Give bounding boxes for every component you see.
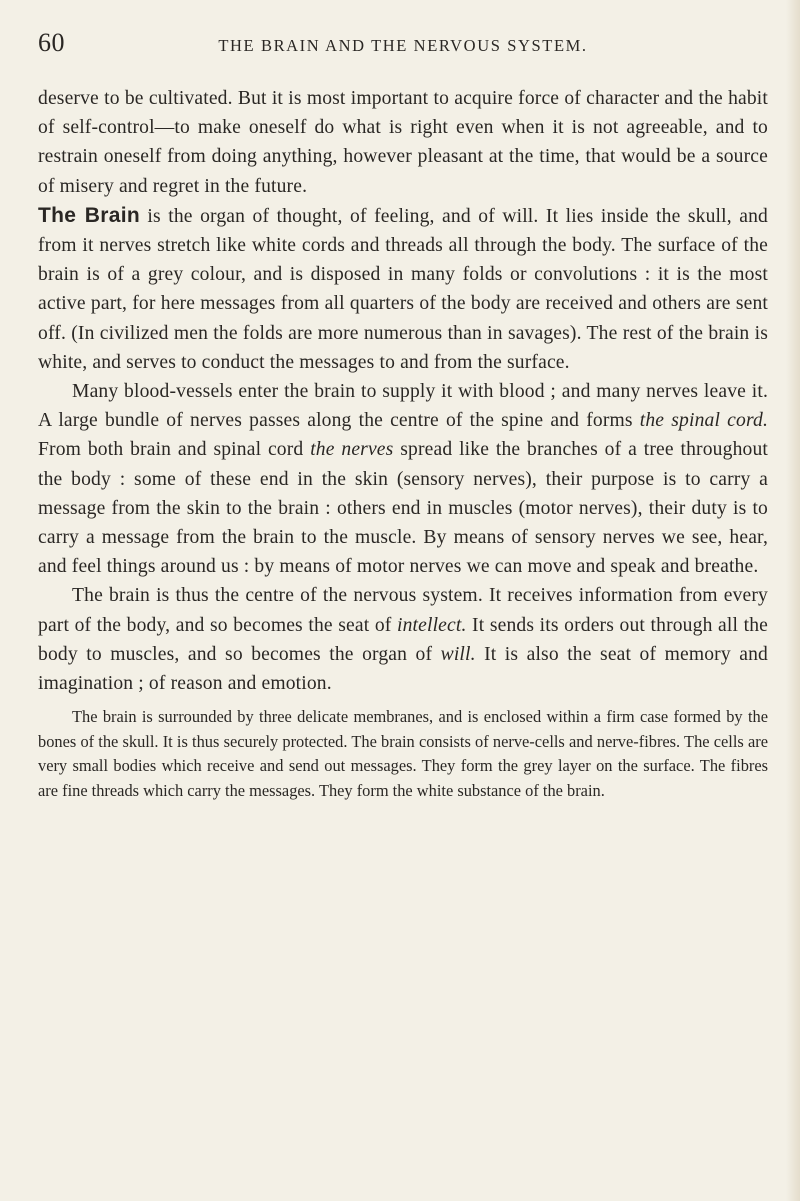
small-print-note (38, 705, 768, 803)
page-number: 60 (38, 28, 65, 57)
main-text (38, 84, 768, 698)
small-paragraph: The brain is surrounded by three delicate membranes, and is enclosed within a firm case formed by the bones of the skull. It is thus securely protected. The brain consists of nerve-cells and nerve-fibres. The cells are very small bodies which receive and send out messages. They form the grey layer on the surface. The fibres are fine threads which carry the messages. They form the white substance of the brain. (38, 707, 768, 801)
term-spinal-cord: the spinal cord. (639, 410, 768, 432)
paragraph-4-text-a: The brain is thus the centre of the nervous system. It receives information from every part of the body, and so becomes the seat of (38, 585, 768, 636)
section-lead-heading: The Brain (38, 203, 140, 227)
term-intellect: intellect. (397, 614, 467, 636)
page-edge-shadow (786, 0, 800, 1201)
paragraph-3-text-c: spread like the branches of a tree throughout the body : some of these end in the skin (sensory nerves), their purpose is to carry a message from the skin to the brain : others end in muscles (motor nerves), their duty is to carry a message from the brain to the muscle. By means of sensory nerves we see, hear, and feel things around us : by means of motor nerves we can move and speak and breathe. (38, 439, 768, 578)
running-head (38, 28, 768, 68)
book-page (38, 28, 768, 804)
running-title: THE BRAIN AND THE NERVOUS SYSTEM. (218, 36, 588, 55)
paragraph-4 (38, 581, 768, 698)
paragraph-3 (38, 377, 768, 581)
paragraph-3-text-b: From both brain and spinal cord (38, 439, 311, 461)
paragraph-2 (38, 201, 768, 377)
paragraph-1: deserve to be cultivated. But it is most important to acquire force of character and the habit of self-control—to make oneself do what is right even when it is not agreeable, and to restrain oneself from doing anything, however pleasant at the time, that would be a source of misery and regret in the future. (38, 88, 768, 197)
paragraph-4-text-c: It is also the seat of memory and imagination ; of reason and emotion. (38, 643, 768, 695)
paragraph-3-text-a: Many blood-vessels enter the brain to supply it with blood ; and many nerves leave it. A large bundle of nerves passes along the centre of the spine and forms (38, 381, 768, 432)
paragraph-2-text: is the organ of thought, of feeling, and of will. It lies inside the skull, and from it nerves stretch like white cords and threads all through the body. The surface of the brain is of a grey colour, and is disposed in many folds or convolutions : it is the most active part, for here messages from all quarters of the body are received and others are sent off. (In civilized men the folds are more numerous than in savages). The rest of the brain is white, and serves to conduct the messages to and from the surface. (38, 205, 768, 373)
term-will: will. (440, 643, 476, 665)
term-nerves: the nerves (310, 439, 394, 461)
paragraph-4-text-b: It sends its orders out through all the body to muscles, and so becomes the organ of (38, 614, 768, 665)
